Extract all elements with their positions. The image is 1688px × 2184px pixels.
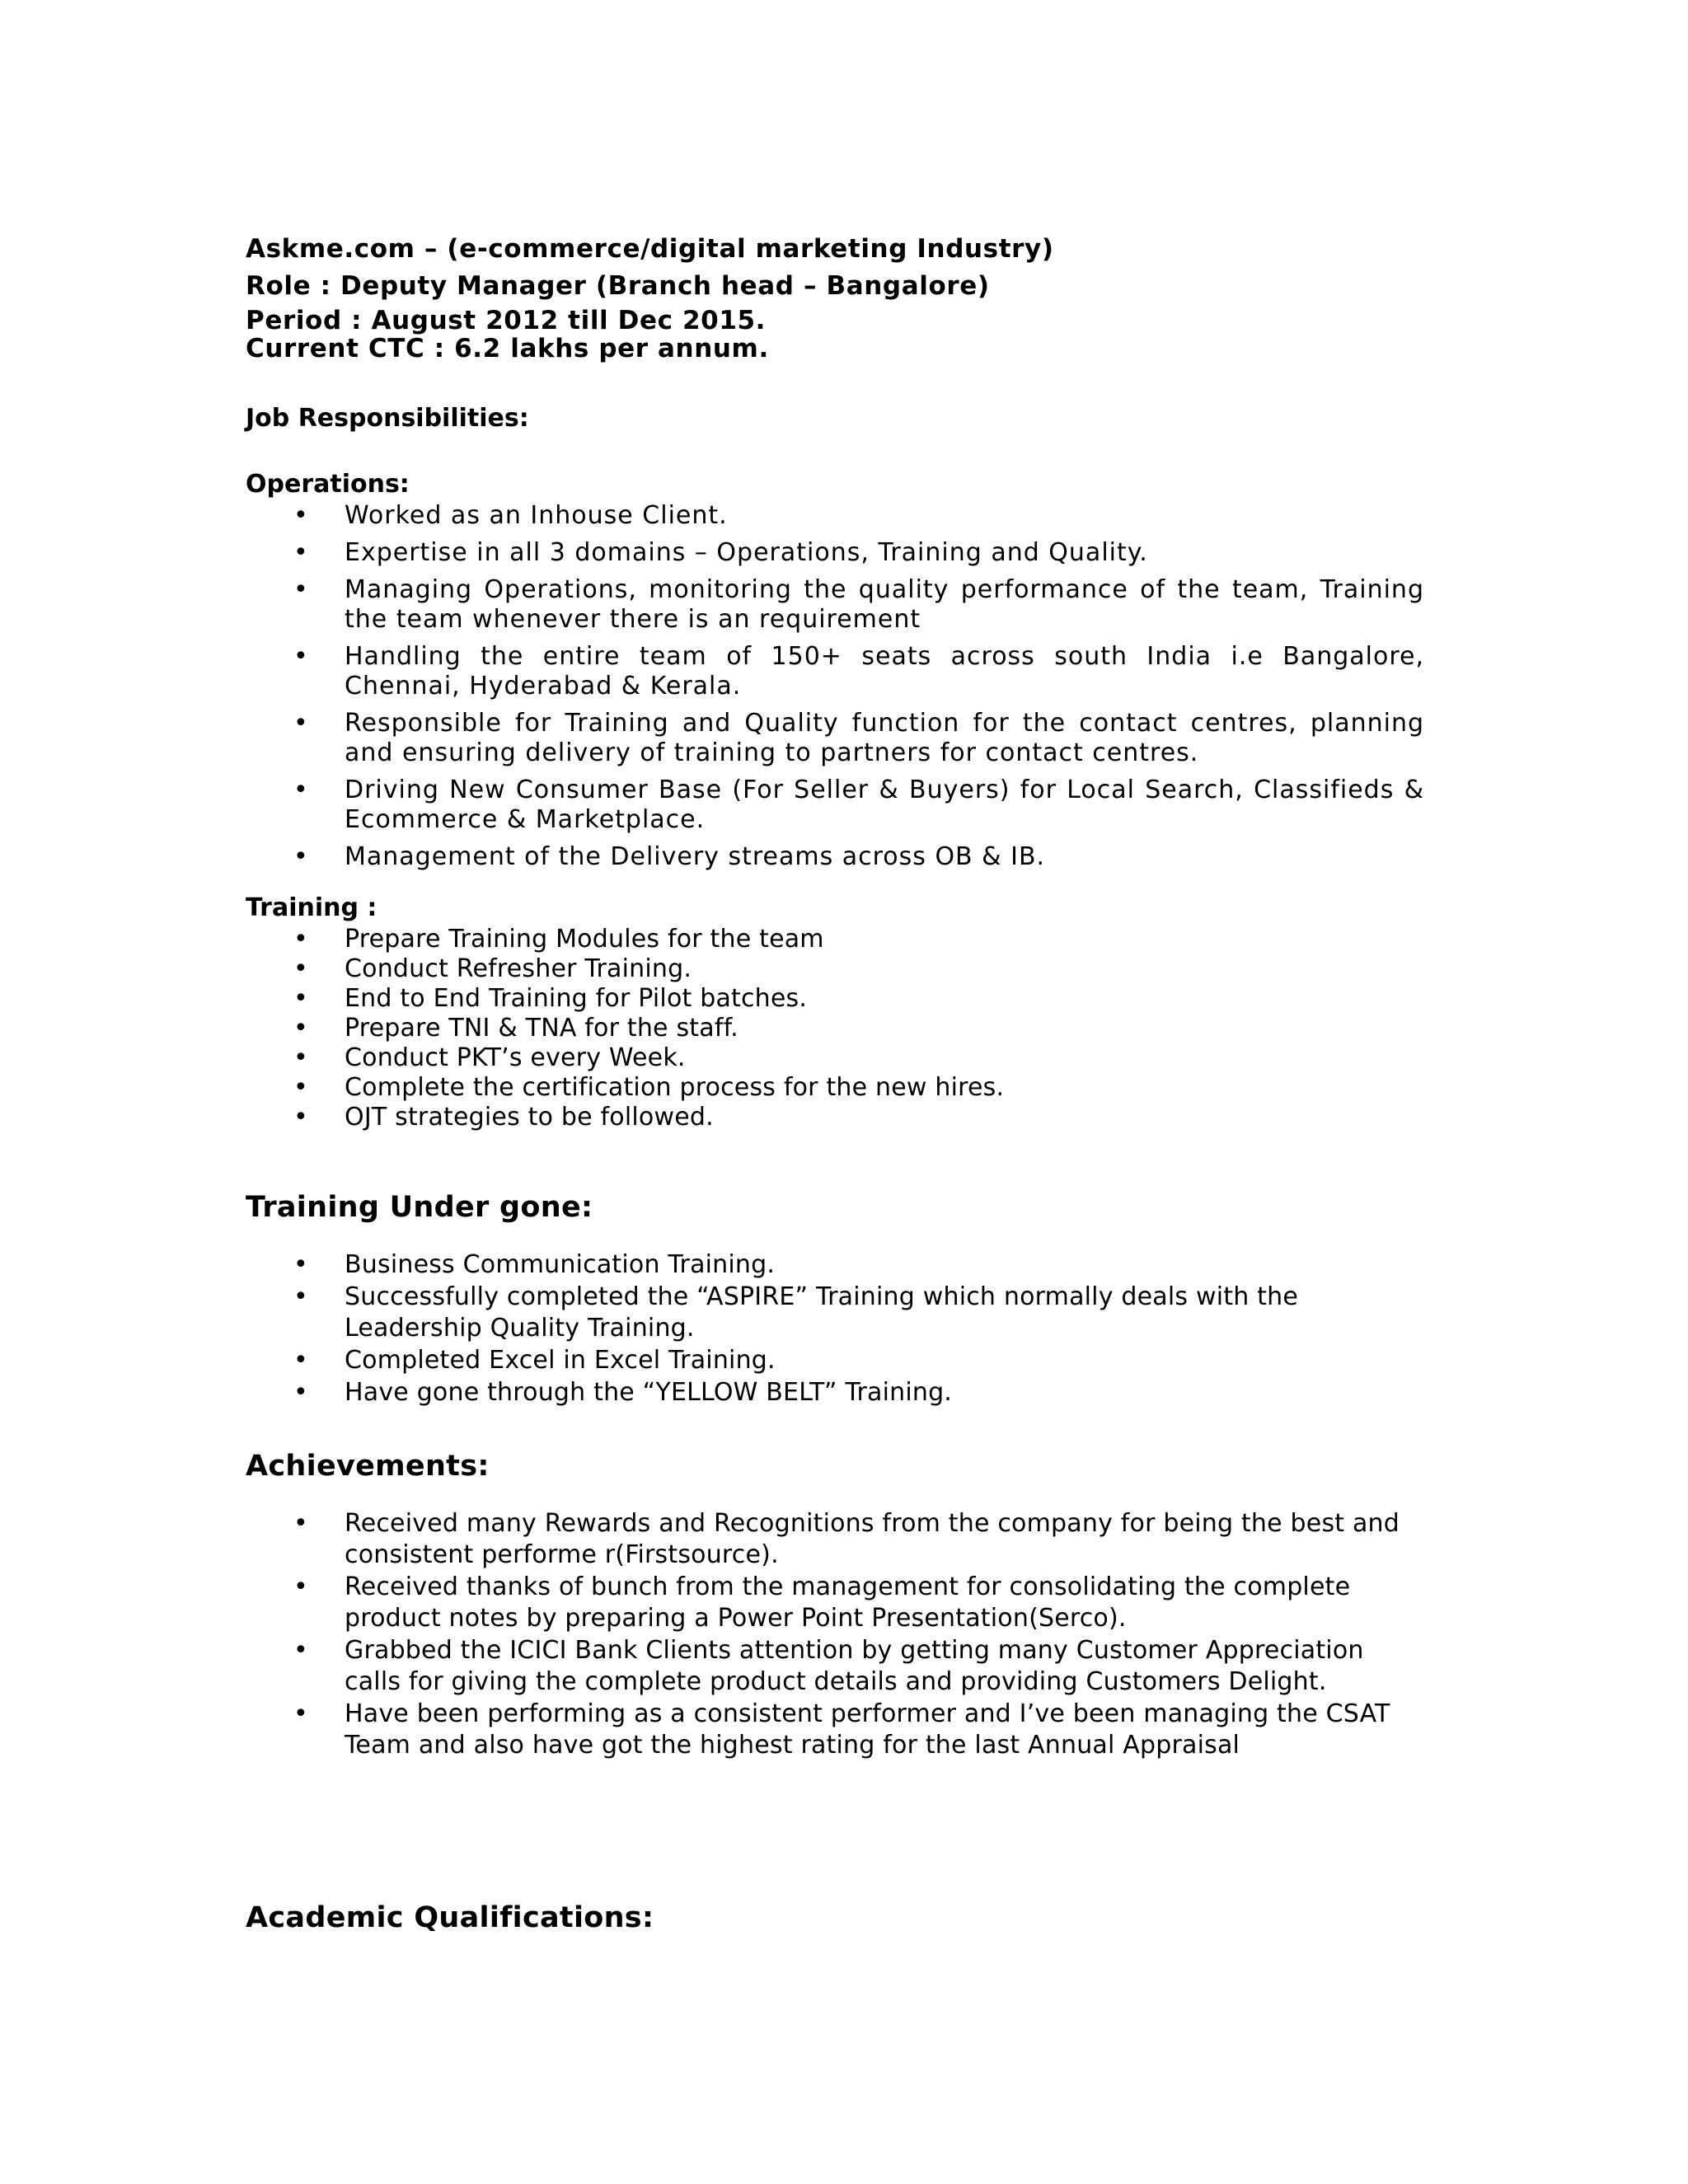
bullet-icon: •: [293, 842, 309, 871]
list-item: • Grabbed the ICICI Bank Clients attention by getting many Customer Appreciation calls for giving the complete product details and providing Customers Delight.: [293, 1636, 1364, 1696]
list-item: • Driving New Consumer Base (For Seller & Buyers) for Local Search, Classifieds & Ecommerce & Marketplace.: [293, 776, 1424, 834]
bullet-icon: •: [293, 1250, 308, 1279]
list-item: • Have been performing as a consistent performer and I’ve been managing the CSAT Team and also have got the highest rating for the last Annual Appraisal: [293, 1699, 1390, 1760]
list-item: • Conduct Refresher Training.: [293, 954, 692, 983]
operations-list: [246, 501, 1424, 872]
list-item: • OJT strategies to be followed.: [293, 1103, 714, 1132]
training-undergone-list: [246, 1249, 1424, 1408]
list-item: • Conduct PKT’s every Week.: [293, 1043, 686, 1072]
academic-qualifications-heading: Academic Qualifications:: [246, 1901, 654, 1934]
training-heading: Training :: [246, 893, 377, 922]
period-line: Period : August 2012 till Dec 2015.: [246, 306, 767, 335]
list-item: • Received many Rewards and Recognitions from the company for being the best and consistent performe r(Firstsource).: [293, 1509, 1400, 1569]
list-item: • Responsible for Training and Quality function for the contact centres, planning and ensuring delivery of training to partners for contact centres.: [293, 709, 1424, 767]
bullet-icon: •: [293, 1103, 308, 1132]
list-item: • Expertise in all 3 domains – Operations, Training and Quality.: [293, 538, 1148, 567]
list-item: • Business Communication Training.: [293, 1250, 776, 1279]
bullet-icon: •: [293, 709, 309, 738]
achievements-list: [246, 1508, 1424, 1761]
bullet-icon: •: [293, 776, 309, 804]
bullet-icon: •: [293, 501, 309, 530]
list-item: • Management of the Delivery streams across OB & IB.: [293, 842, 1046, 871]
bullet-icon: •: [293, 1073, 308, 1102]
bullet-icon: •: [293, 1282, 308, 1311]
list-item: • Received thanks of bunch from the management for consolidating the complete product notes by preparing a Power Point Presentation(Serco).: [293, 1572, 1351, 1633]
list-item: • Completed Excel in Excel Training.: [293, 1346, 776, 1375]
bullet-icon: •: [293, 1509, 308, 1538]
training-list: [246, 925, 1424, 1132]
company-line: Askme.com – (e-commerce/digital marketing Industry): [246, 234, 1054, 264]
bullet-icon: •: [293, 1699, 308, 1728]
training-undergone-heading: Training Under gone:: [246, 1191, 593, 1224]
list-item: • Have gone through the “YELLOW BELT” Training.: [293, 1378, 953, 1407]
list-item: • Successfully completed the “ASPIRE” Training which normally deals with the Leadership Quality Training.: [293, 1282, 1299, 1343]
bullet-icon: •: [293, 1346, 308, 1375]
list-item: • Managing Operations, monitoring the quality performance of the team, Training the team whenever there is an requirement: [293, 575, 1424, 634]
resume-content: [246, 232, 1424, 1937]
list-item: • Complete the certification process for the new hires.: [293, 1073, 1005, 1102]
bullet-icon: •: [293, 1636, 308, 1665]
role-line: Role : Deputy Manager (Branch head – Bangalore): [246, 271, 990, 301]
list-item: • Prepare Training Modules for the team: [293, 925, 824, 954]
bullet-icon: •: [293, 1572, 308, 1601]
list-item: • Prepare TNI & TNA for the staff.: [293, 1014, 738, 1043]
job-responsibilities-heading: Job Responsibilities:: [246, 404, 529, 433]
list-item: • Handling the entire team of 150+ seats across south India i.e Bangalore, Chennai, Hyderabad & Kerala.: [293, 642, 1424, 701]
list-item: • End to End Training for Pilot batches.: [293, 984, 808, 1013]
bullet-icon: •: [293, 642, 309, 671]
achievements-heading: Achievements:: [246, 1450, 490, 1483]
bullet-icon: •: [293, 575, 309, 604]
ctc-line: Current CTC : 6.2 lakhs per annum.: [246, 334, 769, 363]
bullet-icon: •: [293, 984, 308, 1013]
bullet-icon: •: [293, 954, 308, 983]
bullet-icon: •: [293, 1014, 308, 1043]
operations-heading: Operations:: [246, 470, 410, 499]
bullet-icon: •: [293, 925, 308, 954]
bullet-icon: •: [293, 1043, 308, 1072]
list-item: • Worked as an Inhouse Client.: [293, 501, 728, 530]
bullet-icon: •: [293, 1378, 308, 1407]
bullet-icon: •: [293, 538, 309, 567]
